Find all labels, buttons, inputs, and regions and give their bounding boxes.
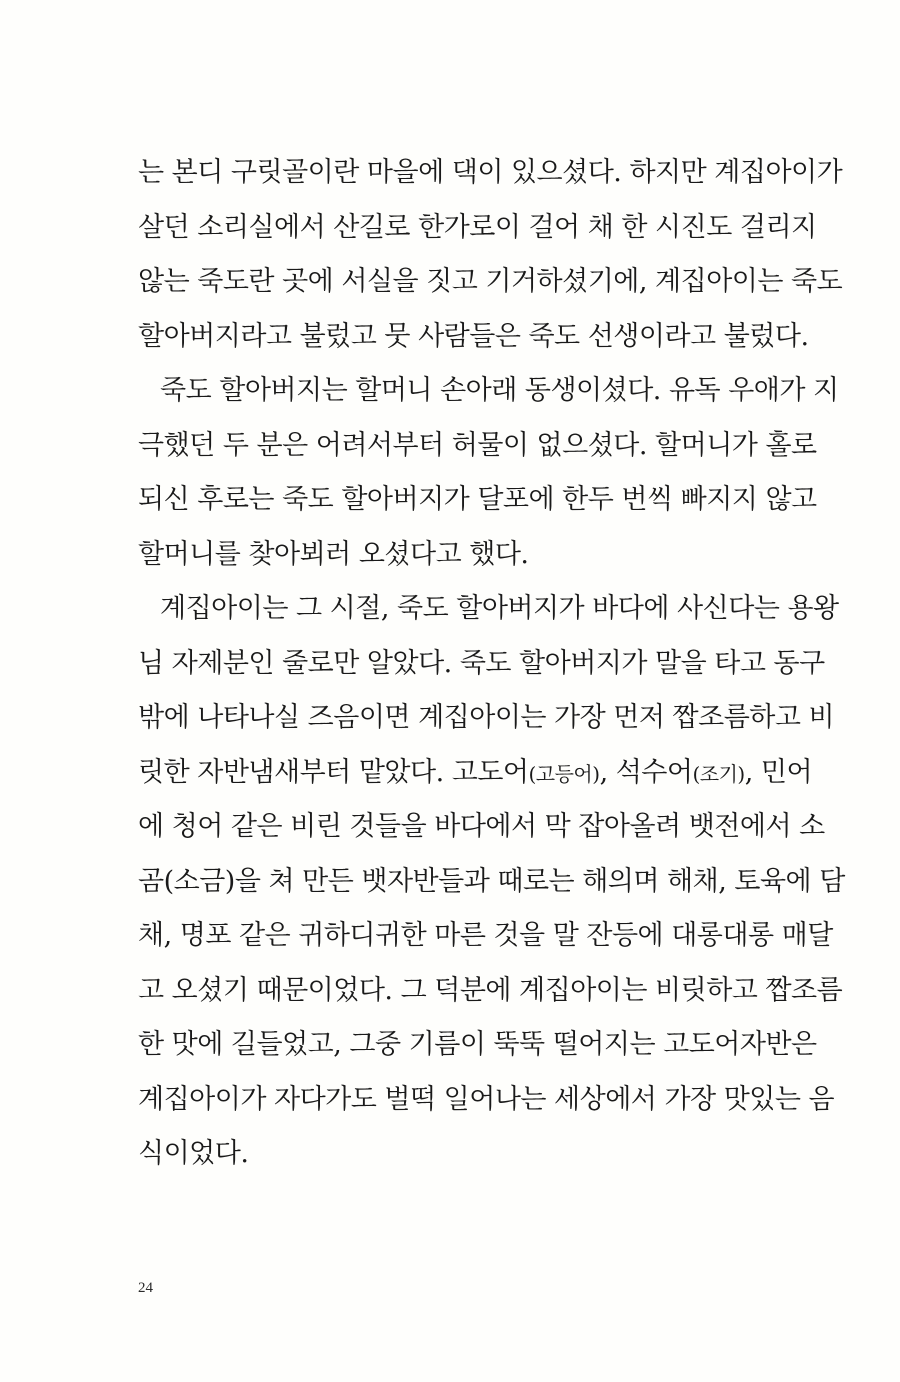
text-line: 죽도 할아버지는 할머니 손아래 동생이셨다. 유독 우애가 지	[160, 375, 839, 406]
text-line: 님 자제분인 줄로만 알았다. 죽도 할아버지가 말을 타고 동구	[138, 647, 825, 679]
text-line: 에 청어 같은 비린 것들을 바다에서 막 잡아올려 뱃전에서 소	[138, 811, 825, 842]
text-line: 할아버지라고 불렀고 뭇 사람들은 죽도 선생이라고 불렀다.	[138, 320, 809, 352]
text-line: 되신 후로는 죽도 할아버지가 달포에 한두 번씩 빠지지 않고	[138, 484, 817, 515]
text-line: 않는 죽도란 곳에 서실을 짓고 기거하셨기에, 계집아이는 죽도	[138, 266, 843, 297]
text-line: 계집아이가 자다가도 벌떡 일어나는 세상에서 가장 맛있는 음	[138, 1083, 835, 1115]
text-line: 밖에 나타나실 즈음이면 계집아이는 가장 먼저 짭조름하고 비	[138, 702, 835, 733]
text-line: 고 오셨기 때문이었다. 그 덕분에 계집아이는 비릿하고 짭조름	[138, 974, 843, 1006]
text-segment: 릿한 자반냄새부터 맡았다. 고도어	[138, 756, 529, 788]
text-line: 채, 명포 같은 귀하디귀한 마른 것을 말 잔등에 대롱대롱 매달	[138, 920, 833, 951]
text-line: 는 본디 구릿골이란 마을에 댁이 있으셨다. 하지만 계집아이가	[138, 157, 843, 188]
text-line: 곰(소금)을 쳐 만든 뱃자반들과 때로는 해의며 해채, 토육에 담	[138, 865, 845, 897]
body-text	[138, 146, 845, 1182]
text-segment: , 민어	[744, 756, 813, 788]
text-line: 극했던 두 분은 어려서부터 허물이 없으셨다. 할머니가 홀로	[138, 429, 817, 461]
gloss-text: (고등어)	[528, 761, 600, 786]
text-line: 계집아이는 그 시절, 죽도 할아버지가 바다에 사신다는 용왕	[160, 593, 839, 624]
text-line: 살던 소리실에서 산길로 한가로이 걸어 채 한 시진도 걸리지	[138, 211, 817, 243]
text-line: 식이었다.	[138, 1138, 249, 1169]
text-line: 할머니를 찾아뵈러 오셨다고 했다.	[138, 538, 529, 570]
text-line	[138, 746, 813, 801]
text-segment: , 석수어	[599, 756, 693, 788]
page-number: 24	[138, 1280, 153, 1296]
text-line: 한 맛에 길들었고, 그중 기름이 뚝뚝 떨어지는 고도어자반은	[138, 1029, 817, 1060]
gloss-text: (조기)	[692, 761, 745, 786]
